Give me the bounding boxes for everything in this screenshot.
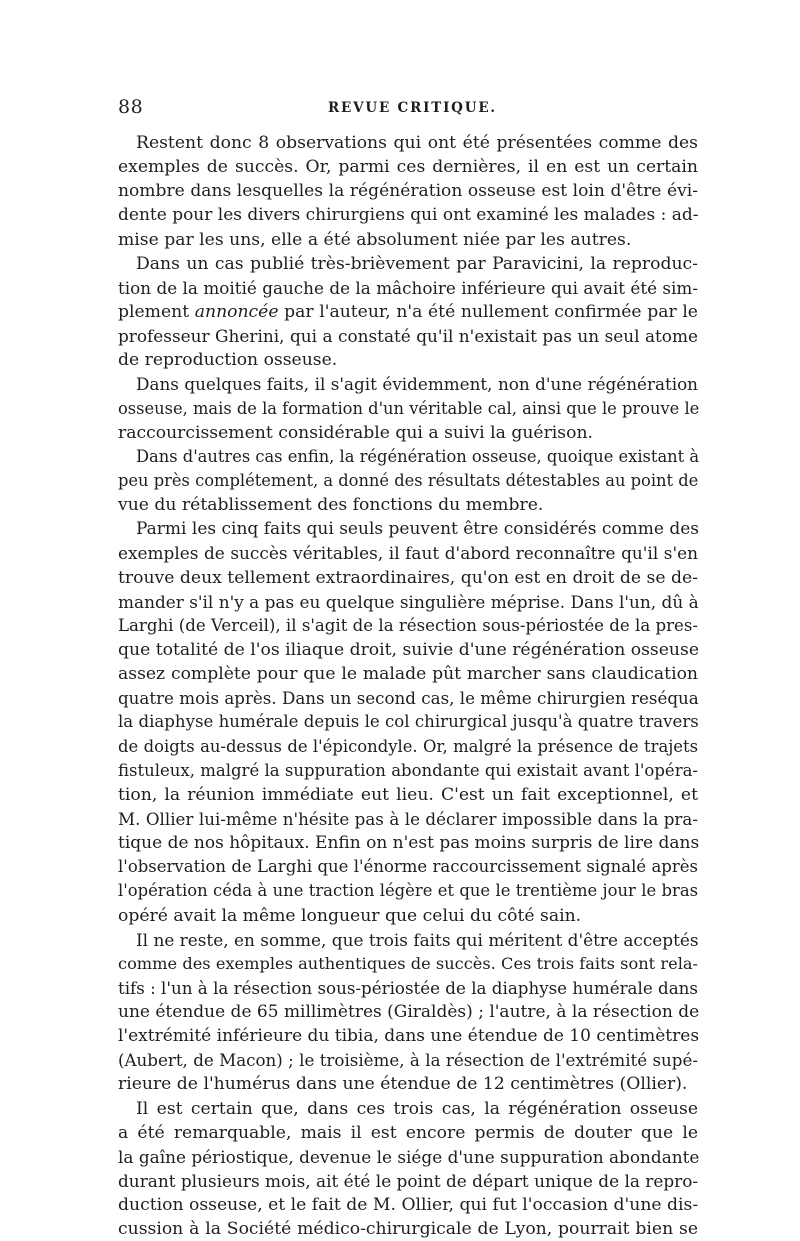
text-line: nombre dans lesquelles la régénération osseuse est loin d'être évi- — [118, 181, 698, 202]
text-line: tique de nos hôpitaux. Enfin on n'est pas moins surpris de lire dans — [118, 833, 700, 854]
body-text — [118, 131, 698, 1241]
text-line: Dans quelques faits, il s'agit évidemment, non d'une régénération — [136, 374, 698, 395]
text-line: (Aubert, de Macon) ; le troisième, à la résection de l'extrémité supé- — [118, 1050, 698, 1071]
text-line: rieure de l'humérus dans une étendue de 12 centimètres (Ollier). — [118, 1074, 688, 1095]
text-line: trouve deux tellement extraordinaires, qu'on est en droit de se de- — [118, 567, 698, 588]
text-line: Restent donc 8 observations qui ont été présentées comme des — [136, 133, 698, 153]
text-line: tion de la moitié gauche de la mâchoire inférieure qui avait été sim- — [118, 277, 698, 298]
paragraph — [118, 1097, 698, 1241]
text-line: a été remarquable, mais il est encore permis de douter que le — [118, 1122, 698, 1143]
text-line: une étendue de 65 millimètres (Giraldès) ; l'autre, à la résection de — [118, 1002, 700, 1023]
text-line: la diaphyse humérale depuis le col chirurgical jusqu'à quatre travers — [118, 712, 699, 732]
running-title: REVUE CRITIQUE. — [328, 100, 497, 116]
paragraph — [118, 445, 698, 517]
text-line: Parmi les cinq faits qui seuls peuvent être considérés comme des — [136, 519, 699, 540]
text-line: tion, la réunion immédiate eut lieu. C'est un fait exceptionnel, et — [118, 784, 698, 805]
text-line: cussion à la Société médico-chirurgicale de Lyon, pourrait bien se — [118, 1219, 698, 1240]
paragraph — [118, 131, 698, 252]
text-line: dente pour les divers chirurgiens qui ont examiné les malades : ad- — [118, 205, 699, 226]
text-line: raccourcissement considérable qui a suivi la guérison. — [118, 422, 593, 443]
text-line: l'opération céda à une traction légère et que le trentième jour le bras — [118, 881, 698, 901]
text-line: quatre mois après. Dans un second cas, le même chirurgien reséqua — [118, 688, 699, 709]
page-header — [118, 96, 698, 124]
text-line: que totalité de l'os iliaque droit, suivie d'une régénération osseuse — [118, 639, 699, 660]
text-line: Dans un cas publié très-brièvement par Paravicini, la reproduc- — [136, 253, 698, 274]
text-line: Larghi (de Verceil), il s'agit de la résection sous-périostée de la pres- — [118, 615, 698, 635]
page-number: 88 — [118, 96, 144, 118]
text-line: osseuse, mais de la formation d'un véritable cal, ainsi que le prouve le — [118, 398, 700, 418]
text-line: duction osseuse, et le fait de M. Ollier, qui fut l'occasion d'une dis- — [118, 1195, 699, 1216]
paragraph — [118, 517, 698, 927]
text-line: de reproduction osseuse. — [118, 350, 338, 371]
text-line: l'observation de Larghi que l'énorme raccourcissement signalé après — [118, 857, 698, 877]
paragraph — [118, 372, 698, 444]
text-line: mise par les uns, elle a été absolument niée par les autres. — [118, 229, 632, 250]
text-line: plement annoncée par l'auteur, n'a été nullement confirmée par le — [118, 301, 698, 322]
text-line: comme des exemples authentiques de succès. Ces trois faits sont rela- — [118, 953, 698, 973]
text-line: professeur Gherini, qui a constaté qu'il n'existait pas un seul atome — [118, 326, 698, 347]
emphasized-word: annoncée — [194, 301, 279, 322]
text-line: opéré avait la même longueur que celui du côté sain. — [118, 905, 582, 926]
text-line: M. Ollier lui-même n'hésite pas à le déclarer impossible dans la pra- — [118, 808, 698, 829]
text-line: durant plusieurs mois, ait été le point de départ unique de la repro- — [118, 1171, 699, 1192]
paragraph — [118, 928, 698, 1097]
paragraph — [118, 252, 698, 373]
text-line: Il est certain que, dans ces trois cas, la régénération osseuse — [136, 1098, 698, 1119]
text-line: l'extrémité inférieure du tibia, dans une étendue de 10 centimètres — [118, 1026, 700, 1047]
text-line: assez complète pour que le malade pût marcher sans claudication — [118, 664, 698, 685]
text-line: vue du rétablissement des fonctions du membre. — [118, 495, 544, 516]
text-line: mander s'il n'y a pas eu quelque singulière méprise. Dans l'un, dû à — [118, 591, 699, 612]
text-line: la gaîne périostique, devenue le siége d'une suppuration abondante — [118, 1146, 700, 1167]
text-line: de doigts au-dessus de l'épicondyle. Or, malgré la présence de trajets — [118, 736, 698, 756]
text-line: exemples de succès. Or, parmi ces dernières, il en est un certain — [118, 157, 698, 178]
text-line: fistuleux, malgré la suppuration abondante qui existait avant l'opéra- — [118, 760, 698, 780]
text-line: Dans d'autres cas enfin, la régénération osseuse, quoique existant à — [136, 446, 700, 466]
text-line: Il ne reste, en somme, que trois faits qui méritent d'être acceptés — [136, 929, 699, 950]
text-line: tifs : l'un à la résection sous-périostée de la diaphyse humérale dans — [118, 977, 698, 998]
text-line: exemples de succès véritables, il faut d'abord reconnaître qu'il s'en — [118, 543, 698, 564]
text-line: peu près complétement, a donné des résultats détestables au point de — [118, 470, 699, 490]
